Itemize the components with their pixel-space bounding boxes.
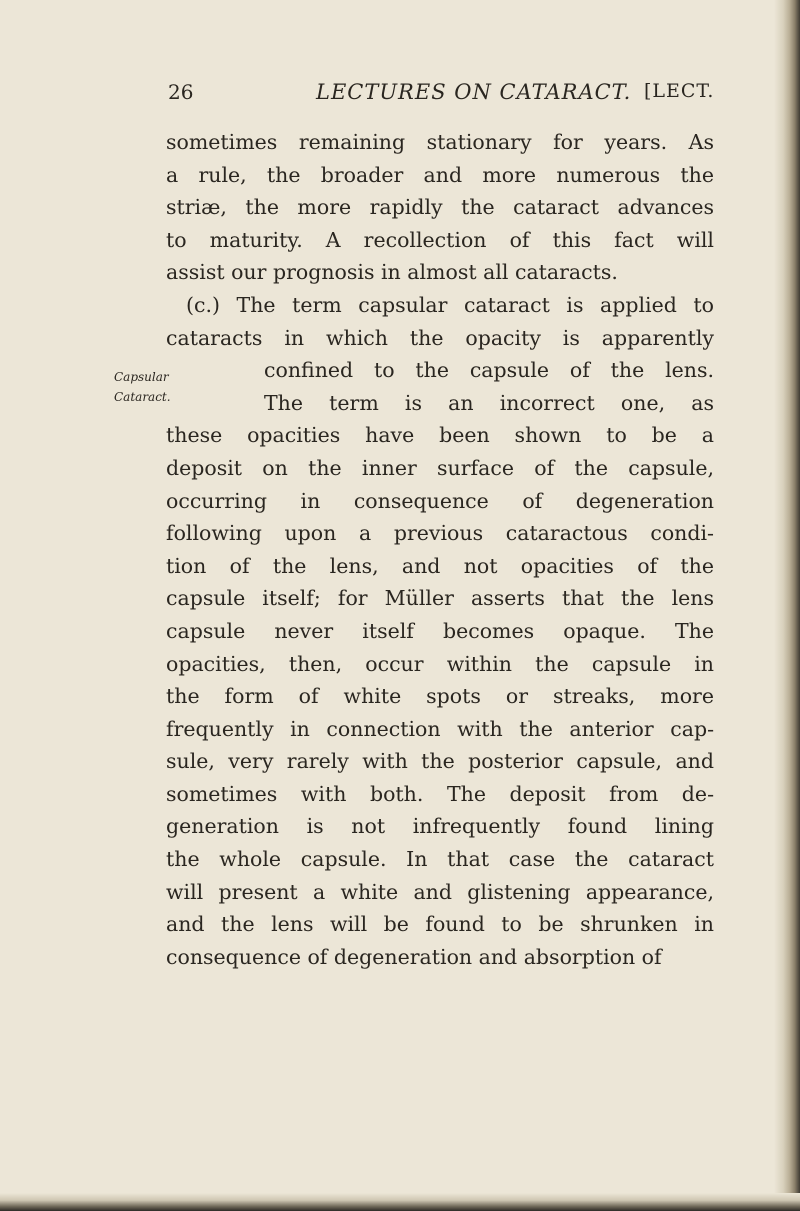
text-line: the form of white spots or streaks, more: [166, 684, 714, 709]
text-line: striæ, the more rapidly the cataract advances: [166, 195, 714, 220]
margin-note-capsular: Capsular: [114, 370, 169, 384]
running-section: [LECT.: [644, 80, 715, 102]
page-edge-shadow: [774, 0, 800, 1211]
text-line: frequently in connection with the anterior cap-: [166, 716, 714, 741]
text-line: confined to the capsule of the lens.: [264, 358, 714, 383]
text-line: The term is an incorrect one, as: [264, 390, 714, 415]
page-number: 26: [168, 80, 194, 104]
margin-note-cataract: Cataract.: [114, 390, 171, 404]
body-text: [166, 126, 714, 973]
running-header: [168, 80, 718, 108]
text-line: generation is not infrequently found lining: [166, 814, 714, 839]
text-line: and the lens will be found to be shrunken in: [166, 912, 714, 937]
running-title: LECTURES ON CATARACT.: [316, 80, 632, 104]
text-line: a rule, the broader and more numerous the: [166, 162, 714, 187]
text-line: assist our prognosis in almost all cataracts.: [166, 260, 618, 285]
text-line: to maturity. A recollection of this fact will: [166, 227, 714, 252]
text-line: cataracts in which the opacity is apparently: [166, 325, 714, 350]
text-line: tion of the lens, and not opacities of the: [166, 553, 714, 578]
page-bottom-edge: [0, 1193, 800, 1211]
text-line: capsule itself; for Müller asserts that the lens: [166, 586, 714, 611]
text-line: consequence of degeneration and absorption of: [166, 944, 662, 969]
text-line: opacities, then, occur within the capsule in: [166, 651, 714, 676]
text-line: the whole capsule. In that case the cataract: [166, 847, 714, 872]
text-line: capsule never itself becomes opaque. The: [166, 618, 714, 643]
text-line: sometimes with both. The deposit from de-: [166, 781, 714, 806]
text-line: will present a white and glistening appearance,: [166, 879, 714, 904]
text-line: these opacities have been shown to be a: [166, 423, 714, 448]
text-line: sule, very rarely with the posterior capsule, and: [166, 749, 714, 774]
text-line: following upon a previous cataractous condi-: [166, 521, 714, 546]
text-line: sometimes remaining stationary for years. As: [166, 130, 714, 154]
text-line: deposit on the inner surface of the capsule,: [166, 455, 714, 480]
text-line: (c.) The term capsular cataract is applied to: [186, 292, 714, 317]
text-line: occurring in consequence of degeneration: [166, 488, 714, 513]
